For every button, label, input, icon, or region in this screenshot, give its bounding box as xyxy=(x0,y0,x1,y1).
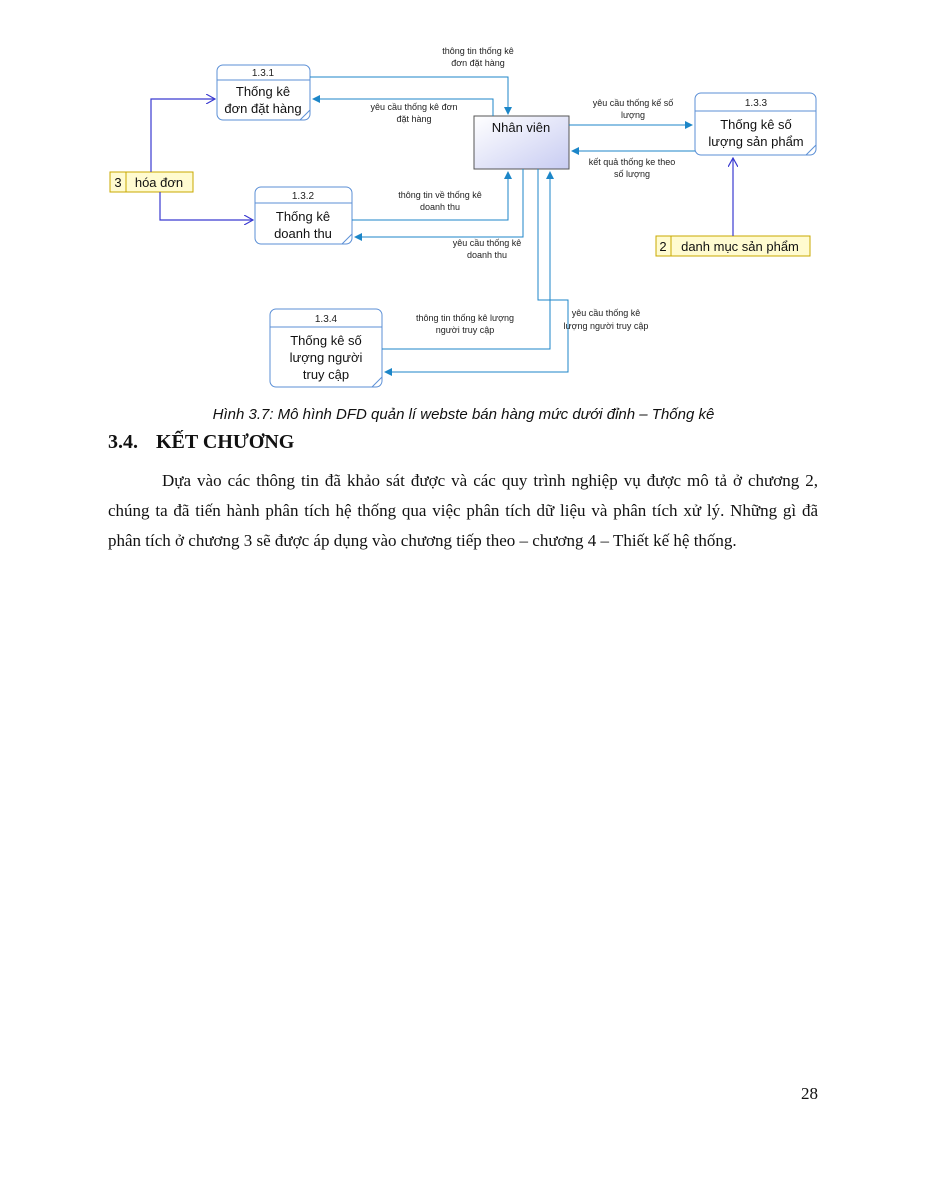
store-number: 2 xyxy=(659,239,667,254)
process-label-line: Thống kê xyxy=(235,84,291,99)
data-store-danh-muc-san-pham xyxy=(656,236,810,256)
svg-text:thông tin về thống kê: thông tin về thống kê xyxy=(398,190,482,200)
store-label: hóa đơn xyxy=(134,175,184,190)
svg-text:người truy cập: người truy cập xyxy=(435,325,495,335)
svg-text:doanh thu: doanh thu xyxy=(419,202,461,212)
page-number: 28 xyxy=(801,1084,818,1103)
data-store-hoa-don xyxy=(110,172,193,192)
process-label-line: Thống kê số xyxy=(290,333,362,348)
dfd-diagram xyxy=(0,0,927,400)
process-number: 1.3.4 xyxy=(314,314,338,325)
process-label-line: lượng sản phẩm xyxy=(708,134,804,149)
svg-text:yêu cầu thống kế số: yêu cầu thống kế số xyxy=(592,98,674,108)
flow-label-f5 xyxy=(398,190,482,212)
svg-text:đặt hàng: đặt hàng xyxy=(396,114,432,124)
store-label: danh mục sản phẩm xyxy=(681,239,799,254)
process-number: 1.3.1 xyxy=(251,68,275,79)
section-heading xyxy=(108,431,294,454)
figure-caption: Hình 3.7: Mô hình DFD quản lí webste bán hàng mức dưới đỉnh – Thống kê xyxy=(212,406,715,423)
svg-text:yêu cầu thống kê đơn: yêu cầu thống kê đơn xyxy=(370,102,458,112)
svg-text:doanh thu: doanh thu xyxy=(466,250,508,260)
process-number: 1.3.3 xyxy=(744,98,768,109)
flow-label-f1 xyxy=(442,46,514,68)
body-paragraph: Dựa vào các thông tin đã khảo sát được và các quy trình nghiệp vụ được mô tả ở chương 2, chúng ta đã tiến hành phân tích hệ thống qua việc phân tích dữ liệu và phân tích xử lý. Những gì đã phân tích ở chương 3 sẽ được áp dụng vào chương tiếp theo – chương 4 – Thiết kế hệ thống. xyxy=(108,471,818,550)
process-1-3-1 xyxy=(217,65,310,120)
process-1-3-2 xyxy=(255,187,352,244)
process-1-3-4 xyxy=(270,309,382,387)
flow-label-f6 xyxy=(453,238,522,260)
svg-text:lượng người truy cập: lượng người truy cập xyxy=(563,321,649,331)
process-1-3-3 xyxy=(695,93,816,155)
process-number: 1.3.2 xyxy=(291,191,315,202)
svg-text:kết quả thống ke theo: kết quả thống ke theo xyxy=(588,157,676,167)
flow-label-f4 xyxy=(589,157,676,179)
process-label-line: Thống kê xyxy=(275,209,331,224)
svg-text:yêu cầu thống kê: yêu cầu thống kê xyxy=(571,308,641,318)
flow-label-f3 xyxy=(593,98,674,120)
flow-label-f2 xyxy=(371,102,458,124)
flow-label-f7 xyxy=(416,313,514,335)
svg-text:yêu cầu thống kê: yêu cầu thống kê xyxy=(452,238,522,248)
svg-text:đơn đặt hàng: đơn đặt hàng xyxy=(451,58,505,68)
process-label-line: doanh thu xyxy=(274,226,332,241)
entity-label: Nhân viên xyxy=(491,120,551,135)
flow-hoa-don-to-1-3-2 xyxy=(160,192,253,220)
process-label-line: Thống kê số xyxy=(720,117,792,132)
svg-text:thông tin thống kê lượng: thông tin thống kê lượng xyxy=(416,313,514,323)
flow-label-f8 xyxy=(564,308,649,331)
section-title: KẾT CHƯƠNG xyxy=(156,431,295,453)
svg-text:thông tin thống kê: thông tin thống kê xyxy=(442,46,514,56)
svg-text:lượng: lượng xyxy=(621,110,645,120)
store-number: 3 xyxy=(114,175,122,190)
svg-text:số lượng: số lượng xyxy=(614,169,650,179)
process-label-line: đơn đặt hàng xyxy=(224,101,302,116)
entity-nhan-vien xyxy=(474,116,569,169)
section-number: 3.4. xyxy=(108,431,138,453)
flow-hoa-don-to-1-3-1 xyxy=(151,99,215,172)
process-label-line: lượng người xyxy=(289,350,363,365)
process-label-line: truy cập xyxy=(302,367,350,382)
